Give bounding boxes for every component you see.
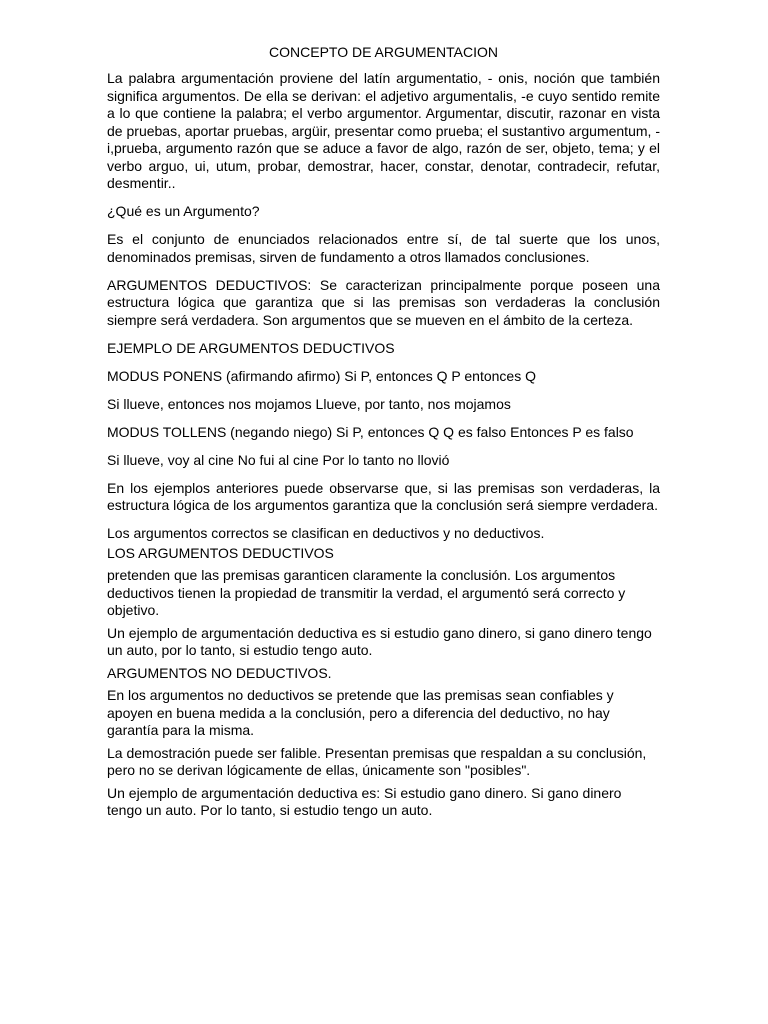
paragraph-modus-tollens: MODUS TOLLENS (negando niego) Si P, entonces Q Q es falso Entonces P es falso <box>107 423 634 440</box>
heading-los-argumentos-deductivos: LOS ARGUMENTOS DEDUCTIVOS <box>107 544 334 561</box>
paragraph-examples-observation: En los ejemplos anteriores puede observarse que, si las premisas son verdaderas, la estructura lógica de los argumentos garantiza que la conclusión será siempre verdadera. <box>107 479 660 513</box>
paragraph-deductive-example: Un ejemplo de argumentación deductiva es si estudio gano dinero, si gano dinero tengo un auto, por lo tanto, si estudio tengo auto. <box>107 624 652 658</box>
heading-non-deductive: ARGUMENTOS NO DEDUCTIVOS. <box>107 664 332 681</box>
paragraph-argument-definition: Es el conjunto de enunciados relacionados entre sí, de tal suerte que los unos, denominados premisas, sirven de fundamento a otros llamados conclusiones. <box>107 231 660 265</box>
paragraph-non-deductive: En los argumentos no deductivos se pretende que las premisas sean confiables y apoyen en buena medida a la conclusión, pero a diferencia del deductivo, no hay garantía para la misma. <box>107 687 614 738</box>
paragraph-modus-ponens: MODUS PONENS (afirmando afirmo) Si P, entonces Q P entonces Q <box>107 367 536 384</box>
paragraph-modus-tollens-example: Si llueve, voy al cine No fui al cine Por lo tanto no llovió <box>107 451 450 468</box>
paragraph-fallible: La demostración puede ser falible. Presentan premisas que respaldan a su conclusión, pero no se derivan lógicamente de ellas, únicamente son "posibles". <box>107 744 647 778</box>
paragraph-modus-ponens-example: Si llueve, entonces nos mojamos Llueve, por tanto, nos mojamos <box>107 395 511 412</box>
document-title: CONCEPTO DE ARGUMENTACION <box>269 44 498 60</box>
heading-what-is-argument: ¿Qué es un Argumento? <box>107 203 260 219</box>
paragraph-deductive-arguments: ARGUMENTOS DEDUCTIVOS: Se caracterizan principalmente porque poseen una estructura lógica que garantiza que si las premisas son verdaderas la conclusión siempre será verdadera. Son argumentos que se mueven en el ámbito de la certeza. <box>107 276 660 328</box>
paragraph-deductive-guarantee: pretenden que las premisas garanticen claramente la conclusión. Los argumentos deductivos tienen la propiedad de transmitir la verdad, el argumentó será correcto y objetivo. <box>107 567 626 618</box>
paragraph-etymology: La palabra argumentación proviene del latín argumentatio, - onis, noción que también significa argumentos. De ella se derivan: el adjetivo argumentalis, -e cuyo sentido remite a lo que contiene la palabra; el verbo argumentor. Argumentar, discutir, razonar en vista de pruebas, aportar pruebas, argüir, presentar como prueba; el sustantivo argumentum, -i,prueba, argumento razón que se aduce a favor de algo, razón de ser, objeto, tema; y el verbo arguo, ui, utum, probar, demostrar, hacer, constar, denotar, contradecir, refutar, desmentir.. <box>107 70 660 191</box>
paragraph-classification: Los argumentos correctos se clasifican en deductivos y no deductivos. <box>107 525 545 541</box>
paragraph-final-example: Un ejemplo de argumentación deductiva es: Si estudio gano dinero. Si gano dinero tengo un auto. Por lo tanto, si estudio tengo un auto. <box>107 784 622 818</box>
heading-deductive-examples: EJEMPLO DE ARGUMENTOS DEDUCTIVOS <box>107 339 395 356</box>
